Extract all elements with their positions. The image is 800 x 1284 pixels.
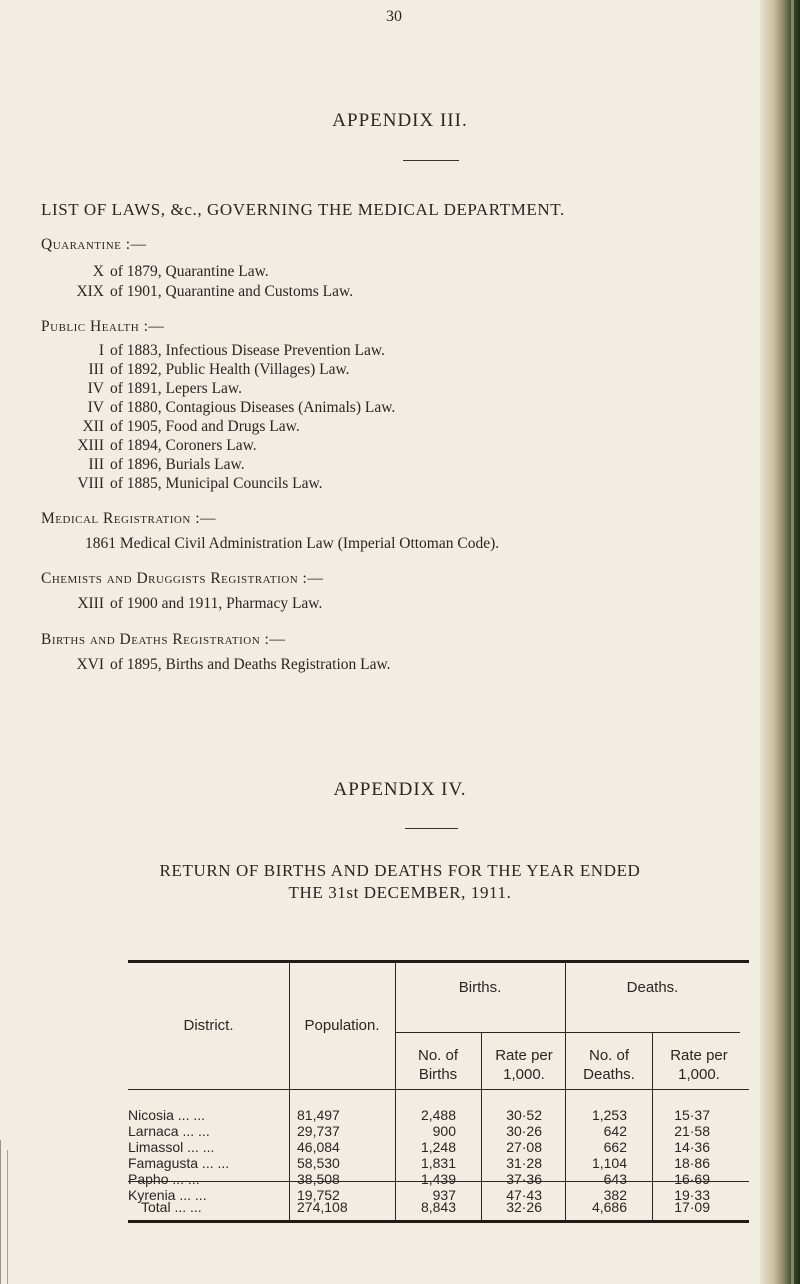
table-top-rule	[128, 960, 749, 963]
cell-population: 38,508	[297, 1171, 340, 1187]
cell-birth-rate: 32·26	[506, 1199, 542, 1215]
cell-births: 1,831	[420, 1155, 456, 1171]
cell-deaths: 382	[603, 1187, 627, 1203]
cell-death-rate: 16·69	[674, 1171, 710, 1187]
cell-death-rate: 14·36	[674, 1139, 710, 1155]
births-subheader-rule	[395, 1032, 565, 1033]
cell-population: 81,497	[297, 1107, 340, 1123]
cell-district: Papho ... ...	[128, 1171, 200, 1187]
cell-death-rate: 15·37	[674, 1107, 710, 1123]
header-bottom-rule	[128, 1089, 749, 1090]
cell-births: 937	[432, 1187, 456, 1203]
cell-birth-rate: 47·43	[506, 1187, 542, 1203]
cell-district: Nicosia ... ...	[128, 1107, 206, 1123]
header-deaths-rate: Rate per 1,000.	[670, 1047, 728, 1083]
cell-births: 1,248	[420, 1139, 456, 1155]
page-edge-line	[791, 0, 794, 1284]
cell-births: 900	[432, 1123, 456, 1139]
page-number: 30	[386, 8, 402, 25]
cell-death-rate: 17·09	[674, 1199, 710, 1215]
header-population: Population.	[304, 1017, 380, 1034]
cell-deaths: 1,104	[591, 1155, 627, 1171]
law-item: IV of 1891, Lepers Law.	[87, 380, 242, 397]
cell-population: 58,530	[297, 1155, 340, 1171]
law-item: XII of 1905, Food and Drugs Law.	[82, 418, 300, 435]
deaths-subheader-rule	[566, 1032, 740, 1033]
header-births: Births.	[458, 979, 502, 996]
page-edge-shadow	[760, 0, 800, 1284]
law-item: III of 1892, Public Health (Villages) Law.	[88, 361, 350, 378]
cell-death-rate: 19·33	[674, 1187, 710, 1203]
law-item: XIX of 1901, Quarantine and Customs Law.	[76, 283, 354, 300]
cell-birth-rate: 37·36	[506, 1171, 542, 1187]
header-deaths-no: No. of Deaths.	[583, 1047, 635, 1083]
law-item: X of 1879, Quarantine Law.	[92, 263, 269, 280]
cell-births: 8,843	[420, 1199, 456, 1215]
appendix-iv-heading: APPENDIX IV.	[333, 779, 467, 800]
cell-births: 1,439	[420, 1171, 456, 1187]
appendix-iii-heading: APPENDIX III.	[332, 110, 468, 131]
law-item: XIII of 1900 and 1911, Pharmacy Law.	[77, 595, 323, 612]
cell-birth-rate: 30·52	[506, 1107, 542, 1123]
margin-marks	[0, 1140, 31, 1284]
return-title-line-1: RETURN OF BIRTHS AND DEATHS FOR THE YEAR ENDED	[159, 861, 641, 880]
cell-births: 2,488	[420, 1107, 456, 1123]
section-heading-chemists-registration: Chemists and Druggists Registration :—	[41, 570, 324, 587]
cell-deaths: 642	[603, 1123, 627, 1139]
header-deaths: Deaths.	[626, 979, 679, 996]
section-heading-medical-registration: Medical Registration :—	[41, 510, 216, 527]
law-item: XVI of 1895, Births and Deaths Registration Law.	[76, 656, 391, 673]
cell-deaths: 662	[603, 1139, 627, 1155]
law-item: VIII of 1885, Municipal Councils Law.	[77, 475, 323, 492]
cell-birth-rate: 30·26	[506, 1123, 542, 1139]
divider	[405, 828, 458, 829]
cell-district: Famagusta ... ...	[128, 1155, 230, 1171]
cell-death-rate: 21·58	[674, 1123, 710, 1139]
cell-district: Kyrenia ... ...	[128, 1187, 207, 1203]
cell-population: 29,737	[297, 1123, 340, 1139]
section-heading-quarantine: Quarantine :—	[41, 236, 147, 253]
law-item: XIII of 1894, Coroners Law.	[77, 437, 257, 454]
law-item: III of 1896, Burials Law.	[88, 456, 245, 473]
cell-deaths: 643	[603, 1171, 627, 1187]
section-heading-public-health: Public Health :—	[41, 318, 165, 335]
cell-district: Total ... ...	[141, 1199, 202, 1215]
laws-list-title: LIST OF LAWS, &c., GOVERNING THE MEDICAL DEPARTMENT.	[41, 200, 565, 219]
return-title-line-2: THE 31st DECEMBER, 1911.	[288, 883, 512, 902]
cell-birth-rate: 31·28	[506, 1155, 542, 1171]
law-item: IV of 1880, Contagious Diseases (Animals) Law.	[87, 399, 396, 416]
cell-population: 274,108	[297, 1199, 348, 1215]
table-bottom-rule	[128, 1220, 749, 1223]
law-item: I of 1883, Infectious Disease Prevention Law.	[98, 342, 385, 359]
header-births-rate: Rate per 1,000.	[495, 1047, 553, 1083]
header-births-no: No. of Births	[417, 1047, 459, 1083]
cell-birth-rate: 27·08	[506, 1139, 542, 1155]
cell-district: Limassol ... ...	[128, 1139, 215, 1155]
cell-death-rate: 18·86	[674, 1155, 710, 1171]
cell-deaths: 4,686	[591, 1199, 627, 1215]
col-rule	[289, 962, 290, 1220]
cell-population: 19,752	[297, 1187, 340, 1203]
divider	[403, 160, 459, 161]
law-item: 1861 Medical Civil Administration Law (Imperial Ottoman Code).	[85, 535, 500, 552]
section-heading-births-deaths-registration: Births and Deaths Registration :—	[41, 631, 286, 648]
cell-deaths: 1,253	[591, 1107, 627, 1123]
header-district: District.	[183, 1017, 234, 1034]
cell-population: 46,084	[297, 1139, 340, 1155]
cell-district: Larnaca ... ...	[128, 1123, 210, 1139]
